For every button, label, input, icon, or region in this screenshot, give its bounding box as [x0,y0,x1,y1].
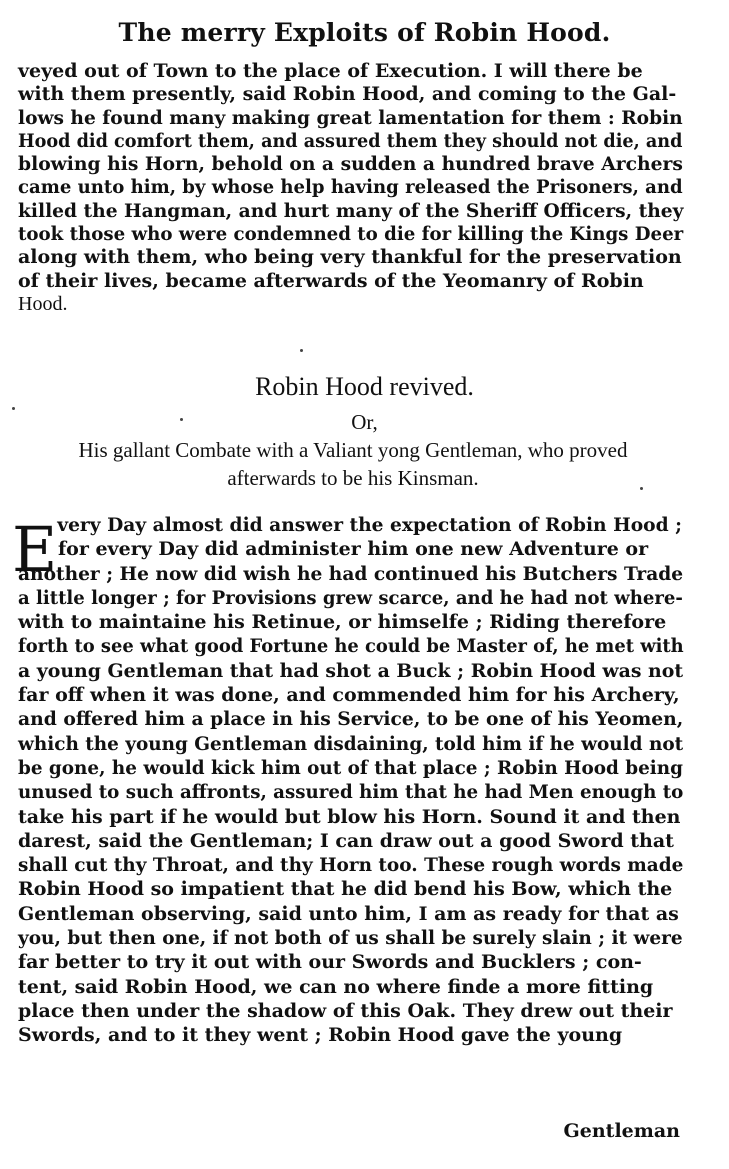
text-line: very Day almost did answer the expectation of Robin Hood ; [57,514,682,536]
section-subtitle [18,436,688,492]
text-line: for every Day did administer him one new Adventure or [58,538,649,561]
text-line: tent, said Robin Hood, we can no where finde a more fitting [18,975,654,998]
text-line: darest, said the Gentleman; I can draw out a good Sword that [18,829,674,852]
running-head: The merry Exploits of Robin Hood. [118,18,611,47]
text-line: blowing his Horn, behold on a sudden a hundred brave Archers [18,153,683,176]
text-line: far off when it was done, and commended him for his Archery, [18,684,680,707]
text-line: which the young Gentleman disdaining, told him if he would not [18,732,684,755]
print-speck [300,349,303,352]
text-line: another ; He now did wish he had continued his Butchers Trade [18,562,684,585]
text-line: and offered him a place in his Service, to be one of his Yeomen, [18,708,684,731]
text-line: you, but then one, if not both of us shall be surely slain ; it were [18,927,683,950]
section-or: Or, [351,410,378,434]
main-paragraph [18,513,683,1048]
text-line: Robin Hood so impatient that he did bend his Bow, which the [18,878,673,901]
text-line: of their lives, became afterwards of the Yeomanry of Robin [18,269,644,292]
opening-paragraph [18,60,683,316]
text-line: Hood. [18,292,68,315]
subtitle-line: His gallant Combate with a Valiant yong Gentleman, who proved [78,438,628,462]
print-speck [640,487,643,490]
print-speck [12,407,15,410]
text-line: Swords, and to it they went ; Robin Hood gave the young [18,1024,623,1047]
text-line: Hood did comfort them, and assured them they should not die, and [18,129,683,152]
text-line: forth to see what good Fortune he could be Master of, he met with [18,635,684,658]
text-line: Gentleman observing, said unto him, I am as ready for that as [18,902,679,925]
text-line: be gone, he would kick him out of that place ; Robin Hood being [18,756,683,779]
section-title: Robin Hood revived. [255,372,474,401]
text-line: take his part if he would but blow his Horn. Sound it and then [18,805,681,828]
text-line: veyed out of Town to the place of Execution. I will there be [18,60,643,82]
catchword: Gentleman [563,1120,680,1142]
text-line: along with them, who being very thankful for the preservation [18,246,682,269]
text-line: unused to such affronts, assured him that he had Men enough to [18,781,684,804]
text-line: took those who were condemned to die for killing the Kings Deer [18,223,684,246]
text-line: with them presently, said Robin Hood, and coming to the Gal- [18,83,677,106]
subtitle-line: afterwards to be his Kinsman. [227,466,479,490]
text-line: came unto him, by whose help having released the Prisoners, and [18,176,683,199]
text-line: far better to try it out with our Swords and Bucklers ; con- [18,951,642,974]
text-line: lows he found many making great lamentation for them : Robin [18,106,683,129]
print-speck [180,418,183,421]
drop-cap: E [12,513,58,586]
text-line: with to maintaine his Retinue, or himselfe ; Riding therefore [18,611,667,634]
text-line: a little longer ; for Provisions grew scarce, and he had not where- [18,586,683,609]
text-line: a young Gentleman that had shot a Buck ; Robin Hood was not [18,659,684,682]
text-line: place then under the shadow of this Oak. They drew out their [18,999,673,1022]
text-line: killed the Hangman, and hurt many of the Sheriff Officers, they [18,199,684,222]
text-line: shall cut thy Throat, and thy Horn too. These rough words made [18,854,684,877]
